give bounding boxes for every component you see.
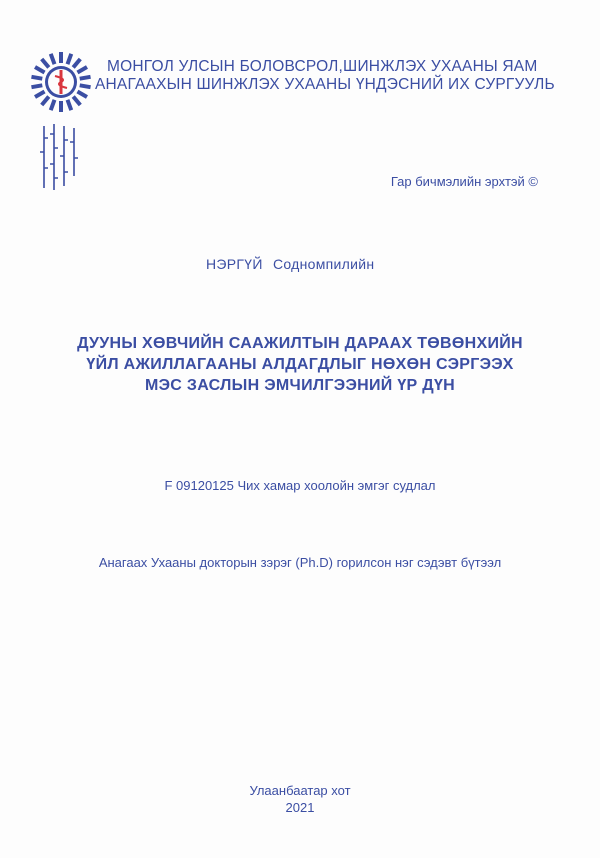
university-emblem-icon xyxy=(30,48,92,198)
title-line: МЭС ЗАСЛЫН ЭМЧИЛГЭЭНИЙ ҮР ДҮН xyxy=(144,377,456,394)
university-name: АНАГААХЫН ШИНЖЛЭХ УХААНЫ ҮНДЭСНИЙ ИХ СУРГУУЛЬ xyxy=(95,76,555,93)
author-surname: НЭРГҮЙ xyxy=(206,256,263,272)
ministry-name: МОНГОЛ УЛСЫН БОЛОВСРОЛ,ШИНЖЛЭХ УХААНЫ ЯАМ xyxy=(107,58,538,75)
title-line: ҮЙЛ АЖИЛЛАГААНЫ АЛДАГДЛЫГ НӨХӨН СЭРГЭЭХ xyxy=(86,356,514,373)
author-given-name: Содномпилийн xyxy=(272,256,375,272)
institution-header xyxy=(95,58,575,94)
year: 2021 xyxy=(285,800,315,815)
place-and-year xyxy=(0,782,600,816)
thesis-title xyxy=(40,333,560,396)
author-name xyxy=(206,256,374,272)
degree-statement: Анагаах Ухааны докторын зэрэг (Ph.D) горилсон нэг сэдэвт бүтээл xyxy=(98,555,502,570)
specialty-code: F 09120125 Чих хамар хоолойн эмгэг судлал xyxy=(164,478,436,493)
copyright-notice: Гар бичмэлийн эрхтэй © xyxy=(390,174,538,189)
title-line: ДУУНЫ ХӨВЧИЙН СААЖИЛТЫН ДАРААХ ТӨВӨНХИЙН xyxy=(77,335,523,352)
city-name: Улаанбаатар хот xyxy=(249,783,351,798)
